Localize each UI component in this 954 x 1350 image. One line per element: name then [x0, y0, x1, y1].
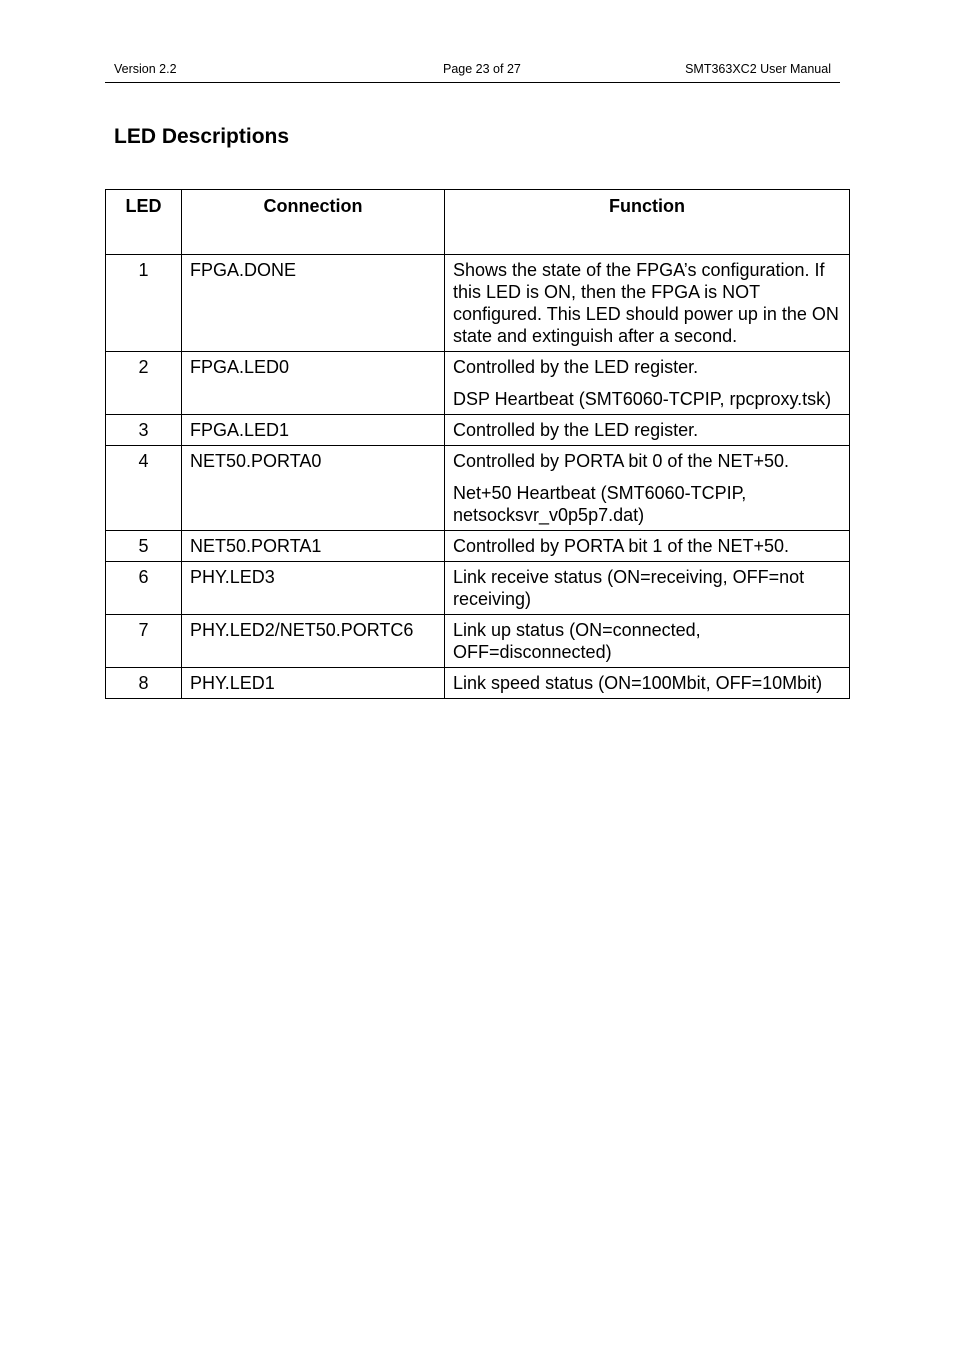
function-text: DSP Heartbeat (SMT6060-TCPIP, rpcproxy.tsk): [453, 389, 832, 409]
function-text: Link up status (ON=connected, OFF=disconnected): [453, 620, 701, 662]
section-heading: LED Descriptions: [114, 125, 290, 148]
table-row: [106, 446, 850, 531]
connection-cell: PHY.LED3: [182, 562, 445, 615]
connection-cell: FPGA.LED1: [182, 415, 445, 446]
function-cell: [445, 446, 850, 531]
header-led: LED: [106, 190, 182, 255]
connection-cell: PHY.LED2/NET50.PORTC6: [182, 615, 445, 668]
version-label: Version 2.2: [114, 62, 177, 76]
led-number-cell: 4: [106, 446, 182, 531]
function-cell: [445, 562, 850, 615]
function-text: Controlled by PORTA bit 1 of the NET+50.: [453, 536, 790, 556]
page-number: Page 23 of 27: [443, 62, 521, 76]
function-cell: [445, 531, 850, 562]
page-header: [105, 61, 840, 83]
function-text: Controlled by PORTA bit 0 of the NET+50.: [453, 451, 790, 471]
table-row: [106, 615, 850, 668]
table-row: [106, 352, 850, 415]
header-function: Function: [445, 190, 850, 255]
function-cell: [445, 668, 850, 699]
led-table: [105, 189, 850, 699]
connection-cell: NET50.PORTA0: [182, 446, 445, 531]
connection-cell: NET50.PORTA1: [182, 531, 445, 562]
led-number-cell: 2: [106, 352, 182, 415]
table-row: [106, 668, 850, 699]
table-header-row: [106, 190, 850, 255]
function-text: Controlled by the LED register.: [453, 420, 699, 440]
manual-title: SMT363XC2 User Manual: [685, 62, 831, 76]
led-number-cell: 1: [106, 255, 182, 352]
function-text: Controlled by the LED register.: [453, 357, 699, 377]
function-cell: [445, 352, 850, 415]
function-cell: [445, 415, 850, 446]
function-text: Net+50 Heartbeat (SMT6060-TCPIP, netsocksvr_v0p5p7.dat): [453, 483, 747, 525]
table-row: [106, 531, 850, 562]
table-row: [106, 562, 850, 615]
connection-cell: FPGA.DONE: [182, 255, 445, 352]
table-row: [106, 415, 850, 446]
header-connection: Connection: [182, 190, 445, 255]
led-number-cell: 7: [106, 615, 182, 668]
led-number-cell: 6: [106, 562, 182, 615]
function-text: Shows the state of the FPGA’s configuration. If this LED is ON, then the FPGA is NOT configured. This LED should power up in the ON state and extinguish after a second.: [453, 260, 839, 346]
led-number-cell: 8: [106, 668, 182, 699]
function-text: Link receive status (ON=receiving, OFF=not receiving): [453, 567, 805, 609]
led-number-cell: 5: [106, 531, 182, 562]
led-number-cell: 3: [106, 415, 182, 446]
table-body: [106, 255, 850, 699]
function-cell: [445, 615, 850, 668]
function-text: Link speed status (ON=100Mbit, OFF=10Mbit): [453, 673, 823, 693]
connection-cell: FPGA.LED0: [182, 352, 445, 415]
function-cell: [445, 255, 850, 352]
table-row: [106, 255, 850, 352]
connection-cell: PHY.LED1: [182, 668, 445, 699]
